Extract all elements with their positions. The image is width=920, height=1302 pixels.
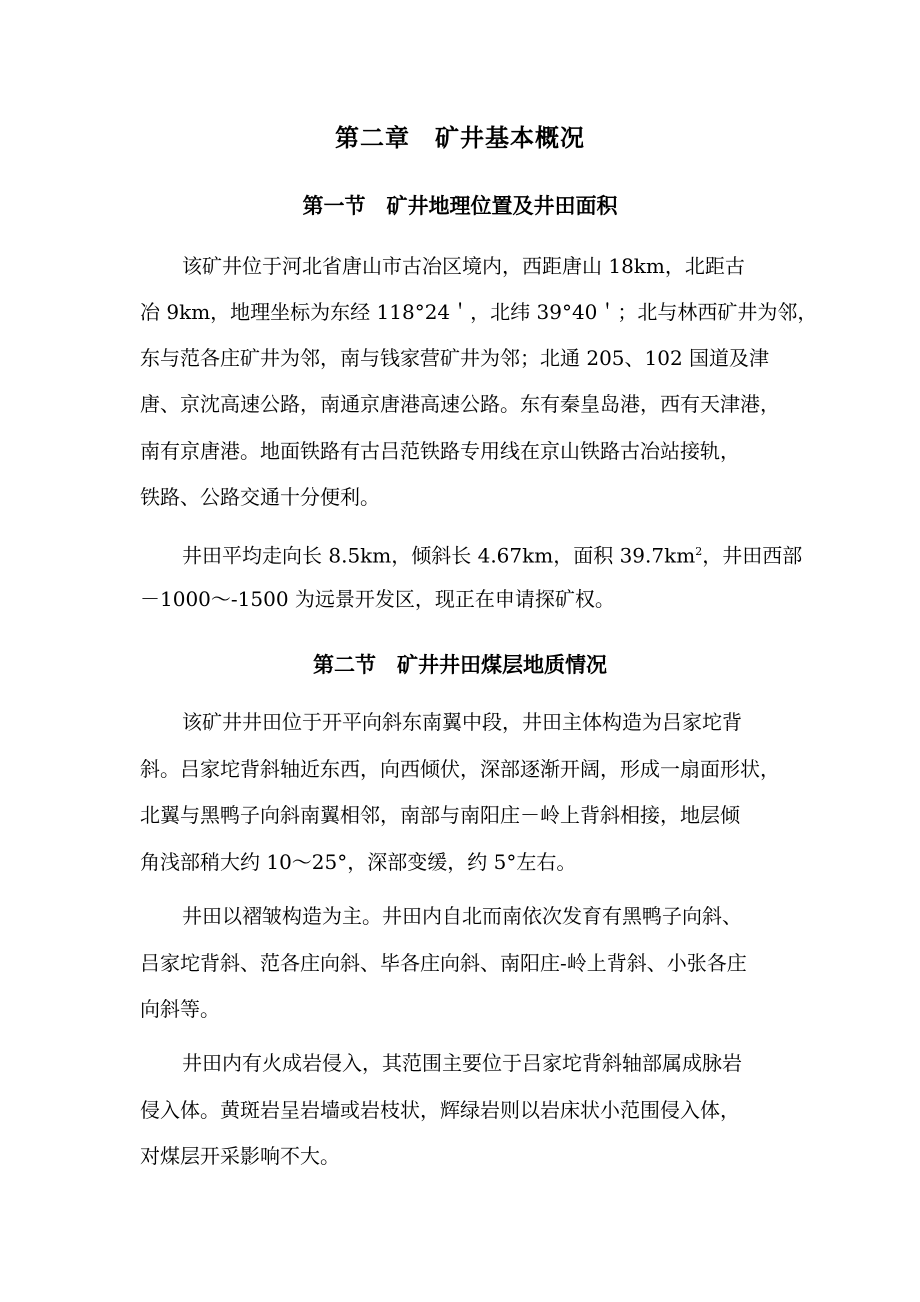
section-title-2: 第二节 矿井井田煤层地质情况 bbox=[313, 652, 607, 677]
section1-paragraph1-line: 铁路、公路交通十分便利。 bbox=[140, 485, 380, 509]
section1-paragraph2-line bbox=[182, 538, 802, 570]
section2-paragraph3-line: 井田内有火成岩侵入，其范围主要位于吕家坨背斜轴部属成脉岩 bbox=[182, 1051, 742, 1075]
section2-paragraph3-line: 对煤层开采影响不大。 bbox=[140, 1144, 340, 1168]
section1-paragraph1-line: 唐、京沈高速公路，南通京唐港高速公路。东有秦皇岛港，西有天津港， bbox=[140, 392, 780, 416]
section1-paragraph1-line: 南有京唐港。地面铁路有古吕范铁路专用线在京山铁路古冶站接轨， bbox=[140, 439, 740, 463]
section2-paragraph2-line: 吕家坨背斜、范各庄向斜、毕各庄向斜、南阳庄-岭上背斜、小张各庄 bbox=[140, 951, 747, 975]
section2-paragraph2-line: 向斜等。 bbox=[140, 997, 220, 1021]
section2-paragraph2-line: 井田以褶皱构造为主。井田内自北而南依次发育有黑鸭子向斜、 bbox=[182, 904, 742, 928]
section2-paragraph1-line: 角浅部稍大约 10～25°，深部变缓，约 5°左右。 bbox=[140, 850, 577, 874]
section2-paragraph1-line: 该矿井井田位于开平向斜东南翼中段，井田主体构造为吕家坨背 bbox=[182, 710, 742, 734]
section1-paragraph1-line: 冶 9km，地理坐标为东经 118°24＇，北纬 39°40＇；北与林西矿井为邻， bbox=[140, 300, 818, 324]
section2-paragraph1-line: 斜。吕家坨背斜轴近东西，向西倾伏，深部逐渐开阔，形成一扇面形状， bbox=[140, 757, 780, 781]
chapter-title: 第二章 矿井基本概况 bbox=[335, 123, 585, 152]
area-text: 井田平均走向长 8.5km，倾斜长 4.67km，面积 39.7km bbox=[182, 543, 696, 568]
section2-paragraph1-line: 北翼与黑鸭子向斜南翼相邻，南部与南阳庄－岭上背斜相接，地层倾 bbox=[140, 803, 740, 827]
section1-paragraph2-line: －1000～-1500 为远景开发区，现正在申请探矿权。 bbox=[140, 587, 615, 611]
section1-paragraph1-line: 东与范各庄矿井为邻，南与钱家营矿井为邻；北通 205、102 国道及津 bbox=[140, 346, 770, 370]
superscript-2: 2 bbox=[695, 545, 703, 558]
section2-paragraph3-line: 侵入体。黄斑岩呈岩墙或岩枝状，辉绿岩则以岩床状小范围侵入体， bbox=[140, 1098, 740, 1122]
area-text-after: ，井田西部 bbox=[702, 543, 803, 568]
section-title-1: 第一节 矿井地理位置及井田面积 bbox=[302, 193, 618, 218]
section1-paragraph1-line: 该矿井位于河北省唐山市古冶区境内，西距唐山 18km，北距古 bbox=[182, 254, 745, 278]
